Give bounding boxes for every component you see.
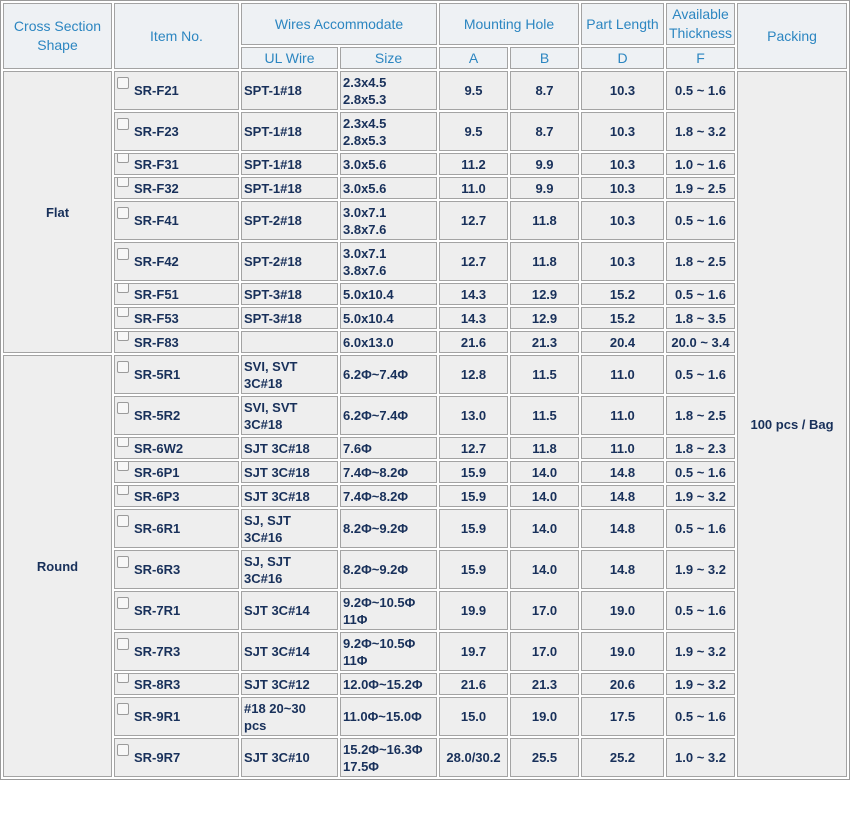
ul-wire-cell (241, 591, 338, 630)
select-checkbox[interactable] (117, 744, 129, 756)
size-cell (340, 242, 437, 281)
select-checkbox[interactable] (117, 556, 129, 568)
select-checkbox[interactable] (117, 207, 129, 219)
ul-wire-line: SJT 3C#12 (244, 676, 310, 692)
mounting-hole-a-cell: 9.5 (439, 112, 508, 151)
cross-section-shape-cell (3, 355, 112, 777)
ul-wire-line: SJT 3C#18 (244, 440, 310, 456)
ul-wire-cell (241, 112, 338, 151)
mounting-hole-b-cell: 11.8 (510, 242, 579, 281)
select-checkbox[interactable] (117, 77, 129, 89)
header-d: D (581, 47, 664, 69)
select-checkbox[interactable] (117, 361, 129, 373)
thickness-f-cell: 1.9 ~ 3.2 (666, 485, 735, 507)
mounting-hole-a-cell: 12.7 (439, 201, 508, 240)
thickness-f-cell: 1.9 ~ 3.2 (666, 550, 735, 589)
ul-wire-line: 3C#16 (244, 570, 283, 586)
item-no-label: SR-F42 (134, 254, 179, 269)
size-line: 15.2Φ~16.3Φ (343, 741, 423, 757)
select-checkbox[interactable] (117, 515, 129, 527)
size-line: 7.6Φ (343, 440, 372, 456)
table-row (3, 112, 847, 151)
ul-wire-line: #18 20~30 (244, 700, 306, 716)
ul-wire-line: SPT-3#18 (244, 310, 302, 326)
table-row (3, 242, 847, 281)
ul-wire-line: pcs (244, 717, 267, 733)
mounting-hole-a-cell: 14.3 (439, 283, 508, 305)
header-shape-line2: Shape (37, 37, 78, 53)
ul-wire-line: SVI, SVT (244, 399, 298, 415)
size-line: 9.2Φ~10.5Φ (343, 594, 416, 610)
table-row (3, 201, 847, 240)
size-line: 2.8x5.3 (343, 132, 387, 148)
mounting-hole-b-cell: 14.0 (510, 509, 579, 548)
item-no-label: SR-6W2 (134, 440, 184, 456)
item-no-cell (114, 632, 239, 671)
mounting-hole-b-cell: 14.0 (510, 461, 579, 483)
select-checkbox[interactable] (117, 248, 129, 260)
item-no-label: SR-6P1 (134, 464, 180, 480)
size-line: 6.2Φ~7.4Φ (343, 367, 409, 382)
ul-wire-line: SPT-1#18 (244, 83, 302, 98)
thickness-f-cell: 0.5 ~ 1.6 (666, 71, 735, 110)
size-cell (340, 112, 437, 151)
size-cell (340, 461, 437, 483)
item-no-cell (114, 71, 239, 110)
size-line: 9.2Φ~10.5Φ (343, 635, 416, 651)
item-no-cell (114, 697, 239, 736)
size-cell (340, 307, 437, 329)
size-cell (340, 632, 437, 671)
table-row (3, 697, 847, 736)
item-no-cell (114, 461, 239, 483)
select-checkbox[interactable] (117, 153, 129, 163)
item-no-cell (114, 355, 239, 394)
item-no-label: SR-F51 (134, 286, 179, 302)
table-row (3, 331, 847, 353)
ul-wire-cell (241, 153, 338, 175)
ul-wire-cell (241, 201, 338, 240)
part-length-d-cell: 14.8 (581, 461, 664, 483)
table-row (3, 632, 847, 671)
item-no-label: SR-7R3 (134, 644, 181, 659)
item-no-label: SR-9R1 (134, 709, 181, 724)
size-line: 7.4Φ~8.2Φ (343, 464, 409, 480)
header-thickness-line2: Thickness (669, 25, 733, 41)
part-length-d-cell: 11.0 (581, 355, 664, 394)
item-no-cell (114, 673, 239, 695)
ul-wire-cell (241, 355, 338, 394)
mounting-hole-b-cell: 19.0 (510, 697, 579, 736)
mounting-hole-a-cell: 15.0 (439, 697, 508, 736)
thickness-f-cell: 1.8 ~ 3.2 (666, 112, 735, 151)
item-no-cell (114, 242, 239, 281)
select-checkbox[interactable] (117, 437, 129, 447)
thickness-f-cell: 0.5 ~ 1.6 (666, 355, 735, 394)
size-line: 12.0Φ~15.2Φ (343, 676, 423, 692)
header-ul-wire: UL Wire (241, 47, 338, 69)
part-length-d-cell: 14.8 (581, 509, 664, 548)
table-row (3, 283, 847, 305)
size-line: 2.3x4.5 (343, 115, 387, 131)
table-row (3, 738, 847, 777)
ul-wire-line: SPT-3#18 (244, 286, 302, 302)
mounting-hole-a-cell: 12.8 (439, 355, 508, 394)
mounting-hole-a-cell: 11.2 (439, 153, 508, 175)
size-line: 8.2Φ~9.2Φ (343, 562, 409, 577)
header-size: Size (340, 47, 437, 69)
select-checkbox[interactable] (117, 118, 129, 130)
item-no-label: SR-F23 (134, 124, 179, 139)
thickness-f-cell: 1.9 ~ 3.2 (666, 673, 735, 695)
ul-wire-cell (241, 509, 338, 548)
mounting-hole-b-cell: 9.9 (510, 153, 579, 175)
part-length-d-cell: 11.0 (581, 437, 664, 459)
mounting-hole-b-cell: 17.0 (510, 632, 579, 671)
size-line: 3.0x7.1 (343, 204, 387, 220)
item-no-label: SR-F41 (134, 213, 179, 228)
size-line: 11.0Φ~15.0Φ (343, 709, 422, 724)
ul-wire-line: SJ, SJT (244, 512, 291, 528)
mounting-hole-a-cell: 21.6 (439, 331, 508, 353)
part-length-d-cell: 17.5 (581, 697, 664, 736)
mounting-hole-b-cell: 14.0 (510, 550, 579, 589)
thickness-f-cell: 1.9 ~ 2.5 (666, 177, 735, 199)
thickness-f-cell: 1.8 ~ 3.5 (666, 307, 735, 329)
mounting-hole-a-cell: 12.7 (439, 242, 508, 281)
mounting-hole-b-cell: 12.9 (510, 307, 579, 329)
ul-wire-cell (241, 738, 338, 777)
header-wires-accommodate: Wires Accommodate (241, 3, 437, 45)
table-row (3, 437, 847, 459)
ul-wire-cell (241, 331, 338, 353)
size-cell (340, 201, 437, 240)
table-row (3, 71, 847, 110)
ul-wire-line: SJT 3C#14 (244, 603, 310, 618)
ul-wire-line: SJT 3C#18 (244, 488, 310, 504)
ul-wire-cell (241, 632, 338, 671)
part-length-d-cell: 10.3 (581, 112, 664, 151)
spec-table-body (3, 71, 847, 777)
part-length-d-cell: 15.2 (581, 307, 664, 329)
mounting-hole-a-cell: 15.9 (439, 509, 508, 548)
item-no-cell (114, 201, 239, 240)
table-row (3, 396, 847, 435)
size-cell (340, 355, 437, 394)
mounting-hole-a-cell: 15.9 (439, 550, 508, 589)
item-no-cell (114, 396, 239, 435)
size-cell (340, 71, 437, 110)
item-no-cell (114, 331, 239, 353)
size-cell (340, 697, 437, 736)
mounting-hole-b-cell: 9.9 (510, 177, 579, 199)
part-length-d-cell: 10.3 (581, 153, 664, 175)
size-line: 3.0x5.6 (343, 180, 387, 196)
mounting-hole-b-cell: 11.8 (510, 437, 579, 459)
ul-wire-cell (241, 396, 338, 435)
header-a: A (439, 47, 508, 69)
ul-wire-cell (241, 461, 338, 483)
mounting-hole-a-cell: 11.0 (439, 177, 508, 199)
mounting-hole-b-cell: 11.5 (510, 396, 579, 435)
thickness-f-cell: 0.5 ~ 1.6 (666, 509, 735, 548)
mounting-hole-b-cell: 17.0 (510, 591, 579, 630)
size-line: 5.0x10.4 (343, 286, 394, 302)
cross-section-shape-label: Flat (45, 204, 70, 220)
ul-wire-line: SJT 3C#14 (244, 644, 310, 659)
mounting-hole-a-cell: 12.7 (439, 437, 508, 459)
part-length-d-cell: 11.0 (581, 396, 664, 435)
thickness-f-cell: 0.5 ~ 1.6 (666, 591, 735, 630)
part-length-d-cell: 14.8 (581, 485, 664, 507)
part-length-d-cell: 10.3 (581, 177, 664, 199)
size-cell (340, 509, 437, 548)
part-length-d-cell: 14.8 (581, 550, 664, 589)
item-no-cell (114, 177, 239, 199)
size-line: 11Φ (343, 652, 368, 668)
size-cell (340, 177, 437, 199)
select-checkbox[interactable] (117, 597, 129, 609)
item-no-cell (114, 437, 239, 459)
thickness-f-cell: 1.8 ~ 2.5 (666, 396, 735, 435)
table-row (3, 591, 847, 630)
part-length-d-cell: 20.4 (581, 331, 664, 353)
header-shape-line1: Cross Section (13, 18, 102, 34)
size-line: 3.8x7.6 (343, 262, 387, 278)
part-length-d-cell: 10.3 (581, 242, 664, 281)
select-checkbox[interactable] (117, 177, 129, 187)
size-line: 5.0x10.4 (343, 310, 394, 326)
table-row (3, 509, 847, 548)
mounting-hole-b-cell: 25.5 (510, 738, 579, 777)
size-line: 3.8x7.6 (343, 221, 387, 237)
size-cell (340, 485, 437, 507)
select-checkbox[interactable] (117, 485, 129, 495)
size-cell (340, 153, 437, 175)
mounting-hole-a-cell: 9.5 (439, 71, 508, 110)
thickness-f-cell: 0.5 ~ 1.6 (666, 283, 735, 305)
table-row (3, 177, 847, 199)
ul-wire-cell (241, 307, 338, 329)
ul-wire-line: 3C#16 (244, 529, 283, 545)
mounting-hole-b-cell: 8.7 (510, 112, 579, 151)
item-no-label: SR-6P3 (134, 488, 180, 504)
ul-wire-line: SPT-1#18 (244, 156, 302, 172)
header-available-thickness (666, 3, 735, 45)
mounting-hole-b-cell: 12.9 (510, 283, 579, 305)
size-line: 3.0x5.6 (343, 156, 387, 172)
mounting-hole-a-cell: 21.6 (439, 673, 508, 695)
size-cell (340, 673, 437, 695)
ul-wire-line: SPT-1#18 (244, 124, 302, 139)
mounting-hole-b-cell: 11.8 (510, 201, 579, 240)
header-b: B (510, 47, 579, 69)
item-no-cell (114, 591, 239, 630)
size-cell (340, 591, 437, 630)
size-line: 2.8x5.3 (343, 91, 387, 107)
size-cell (340, 283, 437, 305)
select-checkbox[interactable] (117, 673, 129, 683)
size-cell (340, 331, 437, 353)
ul-wire-line: SPT-2#18 (244, 254, 302, 269)
item-no-cell (114, 112, 239, 151)
ul-wire-cell (241, 177, 338, 199)
ul-wire-cell (241, 697, 338, 736)
cross-section-shape-label: Round (36, 558, 79, 574)
thickness-f-cell: 0.5 ~ 1.6 (666, 697, 735, 736)
mounting-hole-a-cell: 28.0/30.2 (439, 738, 508, 777)
select-checkbox[interactable] (117, 402, 129, 414)
mounting-hole-b-cell: 21.3 (510, 331, 579, 353)
header-mounting-hole: Mounting Hole (439, 3, 579, 45)
table-row (3, 153, 847, 175)
thickness-f-cell: 0.5 ~ 1.6 (666, 461, 735, 483)
ul-wire-cell (241, 242, 338, 281)
part-length-d-cell: 20.6 (581, 673, 664, 695)
ul-wire-cell (241, 550, 338, 589)
item-no-label: SR-F83 (134, 334, 179, 350)
item-no-label: SR-F31 (134, 156, 179, 172)
mounting-hole-a-cell: 19.7 (439, 632, 508, 671)
size-line: 6.0x13.0 (343, 334, 394, 350)
part-length-d-cell: 25.2 (581, 738, 664, 777)
header-cross-section-shape (3, 3, 112, 69)
part-length-d-cell: 10.3 (581, 201, 664, 240)
part-length-d-cell: 10.3 (581, 71, 664, 110)
item-no-label: SR-6R3 (134, 562, 181, 577)
ul-wire-line: SPT-2#18 (244, 213, 302, 228)
select-checkbox[interactable] (117, 331, 129, 341)
ul-wire-cell (241, 485, 338, 507)
header-item-no: Item No. (114, 3, 239, 69)
thickness-f-cell: 1.0 ~ 3.2 (666, 738, 735, 777)
size-cell (340, 396, 437, 435)
thickness-f-cell: 1.8 ~ 2.3 (666, 437, 735, 459)
size-line: 6.2Φ~7.4Φ (343, 408, 409, 423)
item-no-label: SR-9R7 (134, 750, 181, 765)
select-checkbox[interactable] (117, 638, 129, 650)
select-checkbox[interactable] (117, 703, 129, 715)
select-checkbox[interactable] (117, 307, 129, 317)
item-no-cell (114, 485, 239, 507)
table-row (3, 673, 847, 695)
ul-wire-line: SPT-1#18 (244, 180, 302, 196)
thickness-f-cell: 20.0 ~ 3.4 (666, 331, 735, 353)
mounting-hole-a-cell: 15.9 (439, 485, 508, 507)
item-no-label: SR-F53 (134, 310, 179, 326)
item-no-label: SR-5R2 (134, 408, 181, 423)
mounting-hole-b-cell: 11.5 (510, 355, 579, 394)
mounting-hole-a-cell: 19.9 (439, 591, 508, 630)
ul-wire-line: 3C#18 (244, 375, 283, 391)
table-row (3, 355, 847, 394)
cross-section-shape-cell (3, 71, 112, 353)
ul-wire-line: SVI, SVT (244, 358, 298, 374)
ul-wire-line: SJ, SJT (244, 553, 291, 569)
thickness-f-cell: 0.5 ~ 1.6 (666, 201, 735, 240)
thickness-f-cell: 1.8 ~ 2.5 (666, 242, 735, 281)
select-checkbox[interactable] (117, 283, 129, 293)
item-no-cell (114, 509, 239, 548)
item-no-label: SR-8R3 (134, 676, 181, 692)
ul-wire-line: 3C#18 (244, 416, 283, 432)
ul-wire-cell (241, 673, 338, 695)
item-no-cell (114, 550, 239, 589)
size-cell (340, 437, 437, 459)
item-no-label: SR-6R1 (134, 521, 181, 536)
size-line: 2.3x4.5 (343, 74, 387, 90)
item-no-cell (114, 307, 239, 329)
item-no-label: SR-5R1 (134, 367, 181, 382)
header-f: F (666, 47, 735, 69)
item-no-label: SR-7R1 (134, 603, 181, 618)
size-line: 11Φ (343, 611, 368, 627)
ul-wire-cell (241, 71, 338, 110)
table-row (3, 485, 847, 507)
mounting-hole-b-cell: 21.3 (510, 673, 579, 695)
select-checkbox[interactable] (117, 461, 129, 471)
table-row (3, 461, 847, 483)
thickness-f-cell: 1.0 ~ 1.6 (666, 153, 735, 175)
part-length-d-cell: 19.0 (581, 591, 664, 630)
thickness-f-cell: 1.9 ~ 3.2 (666, 632, 735, 671)
item-no-label: SR-F21 (134, 83, 179, 98)
size-line: 3.0x7.1 (343, 245, 387, 261)
ul-wire-cell (241, 283, 338, 305)
mounting-hole-a-cell: 13.0 (439, 396, 508, 435)
item-no-cell (114, 153, 239, 175)
size-line: 17.5Φ (343, 758, 379, 774)
table-row (3, 550, 847, 589)
ul-wire-cell (241, 437, 338, 459)
ul-wire-line: SJT 3C#10 (244, 750, 310, 765)
item-no-cell (114, 283, 239, 305)
packing-cell: 100 pcs / Bag (737, 71, 847, 777)
header-packing: Packing (737, 3, 847, 69)
size-cell (340, 550, 437, 589)
mounting-hole-a-cell: 14.3 (439, 307, 508, 329)
item-no-cell (114, 738, 239, 777)
table-row (3, 307, 847, 329)
mounting-hole-b-cell: 8.7 (510, 71, 579, 110)
ul-wire-line: SJT 3C#18 (244, 464, 310, 480)
mounting-hole-a-cell: 15.9 (439, 461, 508, 483)
size-line: 8.2Φ~9.2Φ (343, 521, 409, 536)
size-cell (340, 738, 437, 777)
header-thickness-line1: Available (672, 6, 729, 22)
part-length-d-cell: 15.2 (581, 283, 664, 305)
header-part-length: Part Length (581, 3, 664, 45)
size-line: 7.4Φ~8.2Φ (343, 488, 409, 504)
part-length-d-cell: 19.0 (581, 632, 664, 671)
item-no-label: SR-F32 (134, 180, 179, 196)
mounting-hole-b-cell: 14.0 (510, 485, 579, 507)
